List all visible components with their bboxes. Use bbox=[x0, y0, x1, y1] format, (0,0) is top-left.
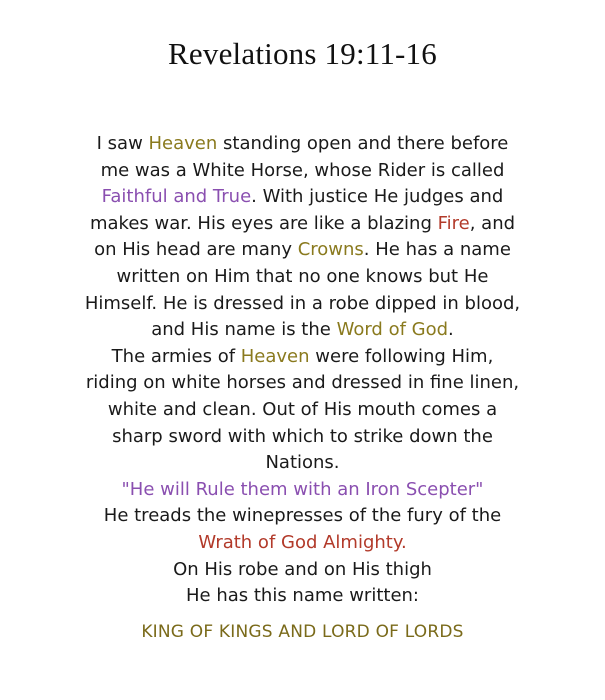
passage-text: . bbox=[448, 319, 454, 341]
passage-line bbox=[40, 184, 565, 211]
passage-text: were following Him, bbox=[309, 345, 494, 367]
passage-line bbox=[40, 503, 565, 530]
passage-text: and His name is the bbox=[151, 319, 337, 341]
passage-text: makes war. His eyes are like a blazing bbox=[89, 212, 438, 234]
passage-text: He treads the winepresses of the fury of the bbox=[103, 505, 502, 527]
passage-text: . With justice He judges and bbox=[251, 186, 504, 208]
passage-line bbox=[40, 344, 565, 371]
passage-text: written on Him that no one knows but He bbox=[116, 265, 489, 287]
passage-line bbox=[40, 370, 565, 397]
passage-line bbox=[40, 291, 565, 318]
highlighted-phrase: Wrath of God Almighty. bbox=[198, 531, 407, 553]
passage-text: On His robe and on His thigh bbox=[173, 558, 432, 580]
highlighted-phrase: "He will Rule them with an Iron Scepter" bbox=[121, 478, 484, 500]
passage-line bbox=[40, 397, 565, 424]
scripture-passage bbox=[40, 131, 565, 610]
passage-line bbox=[40, 211, 565, 238]
passage-line bbox=[40, 450, 565, 477]
passage-text: riding on white horses and dressed in fine linen, bbox=[85, 372, 520, 394]
highlighted-phrase: Fire bbox=[437, 212, 470, 234]
passage-text: on His head are many bbox=[94, 239, 298, 261]
highlighted-phrase: Word of God bbox=[336, 319, 449, 341]
passage-text: . He has a name bbox=[363, 239, 511, 261]
passage-text: Nations. bbox=[265, 452, 340, 474]
passage-text: standing open and there before bbox=[217, 133, 509, 154]
passage-text: He has this name written: bbox=[186, 585, 419, 607]
highlighted-phrase: Faithful and True bbox=[101, 186, 252, 208]
passage-text: me was a White Horse, whose Rider is called bbox=[100, 159, 505, 181]
highlighted-phrase: Heaven bbox=[240, 345, 310, 367]
passage-line bbox=[40, 583, 565, 610]
page-title: Revelations 19:11-16 bbox=[168, 36, 437, 71]
passage-line bbox=[40, 131, 565, 158]
passage-line bbox=[40, 237, 565, 264]
closing-title: KING OF KINGS AND LORD OF LORDS bbox=[141, 622, 464, 642]
passage-line bbox=[40, 317, 565, 344]
passage-text: The armies of bbox=[111, 345, 241, 367]
passage-line bbox=[40, 264, 565, 291]
passage-line bbox=[40, 477, 565, 504]
passage-line bbox=[40, 424, 565, 451]
passage-line bbox=[40, 530, 565, 557]
passage-text: sharp sword with which to strike down the bbox=[112, 425, 493, 447]
passage-text: , and bbox=[469, 212, 516, 234]
passage-text: I saw bbox=[96, 133, 149, 154]
passage-text: white and clean. Out of His mouth comes a bbox=[107, 398, 498, 420]
passage-line bbox=[40, 557, 565, 584]
passage-text: Himself. He is dressed in a robe dipped in blood, bbox=[84, 292, 521, 314]
passage-line bbox=[40, 158, 565, 185]
highlighted-phrase: Crowns bbox=[297, 239, 364, 261]
highlighted-phrase: Heaven bbox=[148, 133, 218, 154]
